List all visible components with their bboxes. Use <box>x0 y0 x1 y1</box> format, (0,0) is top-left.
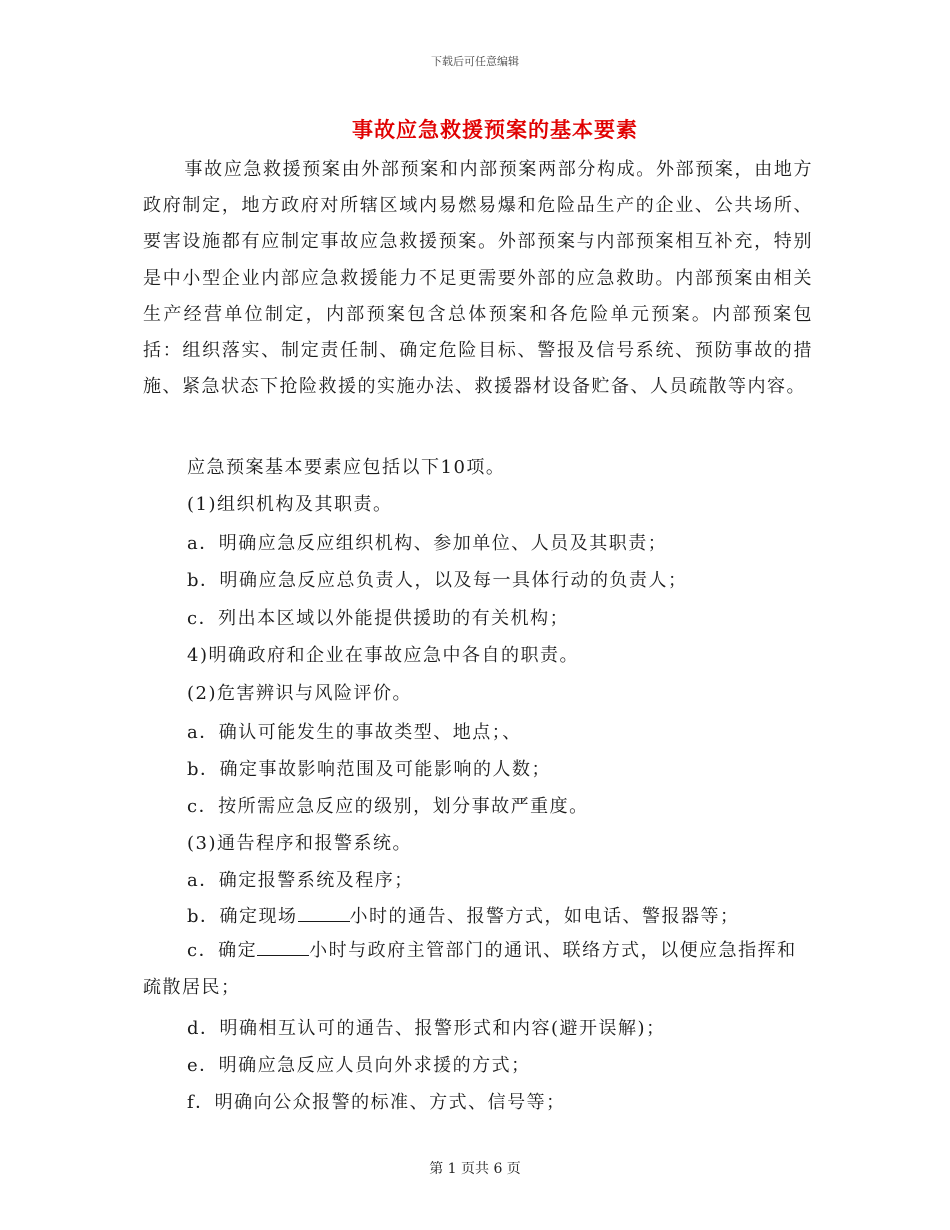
list-intro-line: 应急预案基本要素应包括以下10项。 <box>187 457 506 478</box>
list-item: 4)明确政府和企业在事故应急中各自的职责。 <box>187 645 579 666</box>
list-item <box>143 932 813 1006</box>
fill-in-blank <box>298 907 350 922</box>
list-item: a．明确应急反应组织机构、参加单位、人员及其职责； <box>187 533 668 554</box>
list-item: a．确认可能发生的事故类型、地点；、 <box>187 722 522 743</box>
fill-in-blank <box>257 941 309 956</box>
list-item-text: 小时的通告、报警方式，如电话、警报器等； <box>349 906 740 927</box>
intro-paragraph: 事故应急救援预案由外部预案和内部预案两部分构成。外部预案，由地方政府制定，地方政府对所辖区域内易燃易爆和危险品生产的企业、公共场所、要害设施都有应制定事故应急救援预案。外部预案与内部预案相互补充，特别是中小型企业内部应急救援能力不足更需要外部的应急救助。内部预案由相关生产经营单位制定，内部预案包含总体预案和各危险单元预案。内部预案包括：组织落实、制定责任制、确定危险目标、警报及信号系统、预防事故的措施、紧急状态下抢险救援的实施办法、救援器材设备贮备、人员疏散等内容。 <box>143 159 813 398</box>
section-heading-2: (2)危害辨识与风险评价。 <box>187 683 412 704</box>
list-item: b．明确应急反应总负责人，以及每一具体行动的负责人； <box>187 570 688 591</box>
list-item: b．确定事故影响范围及可能影响的人数； <box>187 759 552 780</box>
list-item-text: c．确定 <box>187 940 258 961</box>
section-heading-1: (1)组织机构及其职责。 <box>187 494 393 515</box>
list-item <box>143 902 813 928</box>
list-item: c．列出本区域以外能提供援助的有关机构； <box>187 608 570 629</box>
list-item-text: b．确定现场 <box>187 906 298 927</box>
section-heading-3: (3)通告程序和报警系统。 <box>187 833 412 854</box>
header-note: 下载后可任意编辑 <box>431 55 519 68</box>
list-item: a．确定报警系统及程序； <box>187 870 414 891</box>
document-title: 事故应急救援预案的基本要素 <box>352 117 638 142</box>
page-footer: 第 1 页共 6 页 <box>429 1161 521 1177</box>
list-item: c．按所需应急反应的级别，划分事故严重度。 <box>187 796 589 817</box>
list-item: e．明确应急反应人员向外求援的方式； <box>187 1055 531 1076</box>
list-item-text: 小时与政府主管部门的通讯、联络方式，以便应急指挥和疏散居民； <box>143 940 797 998</box>
list-item: d．明确相互认可的通告、报警形式和内容(避开误解)； <box>187 1018 666 1039</box>
list-item: f．明确向公众报警的标准、方式、信号等； <box>187 1092 566 1113</box>
